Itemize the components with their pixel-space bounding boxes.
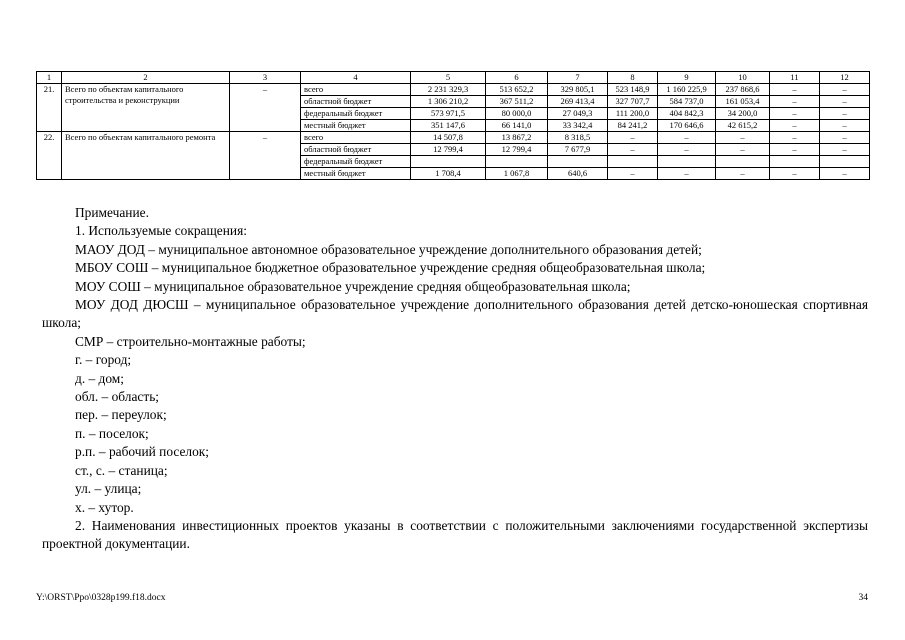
value-cell: – — [770, 144, 820, 156]
note-paragraph: п. – поселок; — [75, 425, 149, 441]
header-cell: 1 — [37, 72, 62, 84]
value-cell: 523 148,9 — [608, 84, 658, 96]
value-cell: – — [770, 168, 820, 180]
value-cell: – — [770, 96, 820, 108]
header-cell: 3 — [230, 72, 301, 84]
value-cell — [658, 156, 716, 168]
footer-file-path: Y:\ORST\Ppo\0328p199.f18.docx — [36, 593, 166, 603]
value-cell: 327 707,7 — [608, 96, 658, 108]
note-paragraph: МОУ ДОД ДЮСШ – муниципальное образовательное учреждение дополнительного образования детей детско-юношеская спортивная школа; — [42, 297, 868, 331]
value-cell: – — [608, 168, 658, 180]
value-cell: 640,6 — [548, 168, 608, 180]
funding-source-cell: местный бюджет — [301, 120, 411, 132]
value-cell: – — [716, 132, 770, 144]
value-cell: 1 708,4 — [411, 168, 486, 180]
value-cell: 1 067,8 — [486, 168, 548, 180]
value-cell: – — [820, 144, 870, 156]
value-cell — [486, 156, 548, 168]
value-cell: 584 737,0 — [658, 96, 716, 108]
value-cell: 573 971,5 — [411, 108, 486, 120]
value-cell: 80 000,0 — [486, 108, 548, 120]
funding-source-cell: всего — [301, 84, 411, 96]
value-cell: 404 842,3 — [658, 108, 716, 120]
table-row — [37, 132, 870, 144]
note-paragraph: МБОУ СОШ – муниципальное бюджетное образовательное учреждение средняя общеобразовательная школа; — [75, 260, 706, 276]
table-header-row — [37, 72, 870, 84]
value-cell: 8 318,5 — [548, 132, 608, 144]
value-cell — [608, 156, 658, 168]
header-cell: 7 — [548, 72, 608, 84]
funding-source-cell: всего — [301, 132, 411, 144]
value-cell: 34 200,0 — [716, 108, 770, 120]
value-cell: 1 306 210,2 — [411, 96, 486, 108]
page-number: 34 — [858, 593, 868, 603]
note-paragraph: р.п. – рабочий поселок; — [75, 444, 210, 460]
row-number-cell: 21. — [37, 84, 62, 132]
value-cell — [820, 156, 870, 168]
value-cell: 12 799,4 — [411, 144, 486, 156]
value-cell: – — [820, 120, 870, 132]
note-paragraph: СМР – строительно-монтажные работы; — [75, 333, 306, 349]
value-cell: 42 615,2 — [716, 120, 770, 132]
value-cell: – — [770, 120, 820, 132]
note-paragraph: г. – город; — [75, 352, 132, 368]
value-cell: 33 342,4 — [548, 120, 608, 132]
value-cell: 2 231 329,3 — [411, 84, 486, 96]
header-cell: 4 — [301, 72, 411, 84]
funding-source-cell: федеральный бюджет — [301, 156, 411, 168]
value-cell: 84 241,2 — [608, 120, 658, 132]
value-cell: 12 799,4 — [486, 144, 548, 156]
value-cell: – — [770, 132, 820, 144]
note-paragraph: пер. – переулок; — [75, 407, 167, 423]
value-cell: 329 805,1 — [548, 84, 608, 96]
value-cell: 351 147,6 — [411, 120, 486, 132]
note-paragraph: х. – хутор. — [75, 499, 134, 515]
note-paragraph: ст., с. – станица; — [75, 462, 168, 478]
note-paragraph: МОУ СОШ – муниципальное образовательное учреждение средняя общеобразовательная школа; — [75, 278, 631, 294]
note-paragraph: ул. – улица; — [75, 481, 142, 497]
funding-source-cell: областной бюджет — [301, 144, 411, 156]
value-cell — [716, 156, 770, 168]
note-paragraph: д. – дом; — [75, 370, 124, 386]
value-cell: 170 646,6 — [658, 120, 716, 132]
value-cell: – — [820, 84, 870, 96]
note-paragraph: МАОУ ДОД – муниципальное автономное образовательное учреждение дополнительного образования детей; — [75, 241, 702, 257]
value-cell — [411, 156, 486, 168]
value-cell: 513 652,2 — [486, 84, 548, 96]
header-cell: 2 — [62, 72, 230, 84]
value-cell: – — [608, 144, 658, 156]
value-cell: – — [608, 132, 658, 144]
value-cell: 66 141,0 — [486, 120, 548, 132]
value-cell: 111 200,0 — [608, 108, 658, 120]
value-cell: – — [770, 108, 820, 120]
value-cell: 13 867,2 — [486, 132, 548, 144]
value-cell: 7 677,9 — [548, 144, 608, 156]
value-cell: 27 049,3 — [548, 108, 608, 120]
value-cell: – — [770, 84, 820, 96]
header-cell: 6 — [486, 72, 548, 84]
note-paragraph: Примечание. — [75, 205, 149, 220]
value-cell: – — [658, 144, 716, 156]
value-cell — [770, 156, 820, 168]
value-cell: 367 511,2 — [486, 96, 548, 108]
table-body — [37, 72, 870, 180]
value-cell: – — [820, 168, 870, 180]
value-cell: – — [820, 132, 870, 144]
value-cell: 269 413,4 — [548, 96, 608, 108]
header-cell: 5 — [411, 72, 486, 84]
note-paragraph: 1. Используемые сокращения: — [75, 223, 247, 239]
value-cell: – — [820, 96, 870, 108]
header-cell: 12 — [820, 72, 870, 84]
value-cell: 237 868,6 — [716, 84, 770, 96]
header-cell: 8 — [608, 72, 658, 84]
value-cell: 14 507,8 — [411, 132, 486, 144]
column3-cell: – — [230, 132, 301, 180]
funding-source-cell: областной бюджет — [301, 96, 411, 108]
value-cell: – — [716, 168, 770, 180]
object-name-cell: Всего по объектам капитального строительства и реконструкции — [62, 84, 230, 132]
value-cell — [548, 156, 608, 168]
budget-table — [36, 71, 870, 180]
funding-source-cell: местный бюджет — [301, 168, 411, 180]
note-paragraph: 2. Наименования инвестиционных проектов указаны в соответствии с положительными заключениями государственной экспертизы проектной документации. — [42, 517, 868, 552]
notes-section — [42, 204, 868, 554]
table-row — [37, 84, 870, 96]
value-cell: – — [820, 108, 870, 120]
value-cell: 161 053,4 — [716, 96, 770, 108]
row-number-cell: 22. — [37, 132, 62, 180]
header-cell: 9 — [658, 72, 716, 84]
funding-source-cell: федеральный бюджет — [301, 108, 411, 120]
value-cell: – — [716, 144, 770, 156]
value-cell: 1 160 225,9 — [658, 84, 716, 96]
column3-cell: – — [230, 84, 301, 132]
header-cell: 11 — [770, 72, 820, 84]
value-cell: – — [658, 132, 716, 144]
value-cell: – — [658, 168, 716, 180]
note-paragraph: обл. – область; — [75, 389, 160, 405]
object-name-cell: Всего по объектам капитального ремонта — [62, 132, 230, 180]
header-cell: 10 — [716, 72, 770, 84]
